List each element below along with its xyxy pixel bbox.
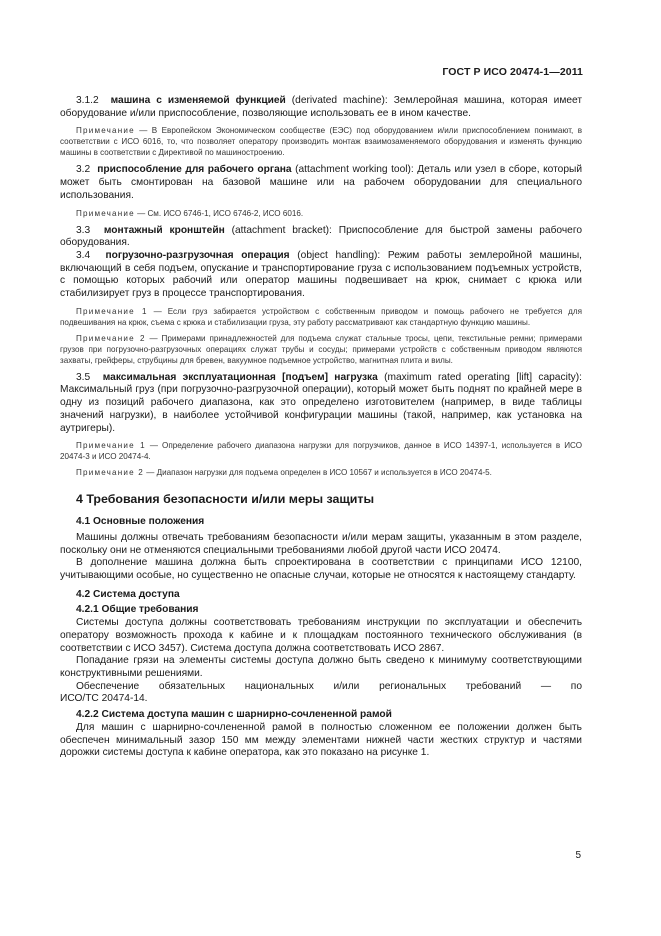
section-4-2-2-title: 4.2.2 Система доступа машин с шарнирно-сочлененной рамой [76, 709, 392, 721]
paragraph: Системы доступа должны соответствовать требованиям инструкции по эксплуатации и обеспечить оператору возможность прохода к кабине и к площадкам постоянного технического обслуживания (в соответствии с ИСО 3457). Система доступа должна соответствовать ИСО 2867. [60, 617, 582, 654]
definition-3-2: 3.2 приспособление для рабочего органа (attachment working tool): Деталь или узел в сборе, который может быть смонтирован на базовой машине или на рабочем оборудовании для специального использования. [60, 164, 583, 201]
section-4-1-title: 4.1 Основные положения [76, 516, 205, 528]
paragraph: Попадание грязи на элементы системы доступа должно быть сведено к минимуму соответствующими конструктивными решениями. [60, 655, 582, 679]
definition-3-3: 3.3 монтажный кронштейн (attachment bracket): Приспособление для быстрой замены рабочего оборудования. [60, 224, 582, 249]
term: машина с изменяемой функцией [110, 95, 286, 106]
definition-3-4: 3.4 погрузочно-разгрузочная операция (object handling): Режим работы землеройной машины, включающий в себя подъем, опускание и транспортирование груза с использованием подъемных устройств, с помощью которых рабочий или оператор машины подвешивает на крюк, снимает с крюка или стабилизирует груз в процессе транспортирования. [60, 249, 582, 300]
note: Примечание — См. ИСО 6746-1, ИСО 6746-2, ИСО 6016. [76, 208, 304, 218]
note-2: Примечание 2 — Диапазон нагрузки для подъема определен в ИСО 10567 и используется в ИСО 20474-5. [76, 468, 492, 478]
paragraph: Машины должны отвечать требованиям безопасности и/или мерам защиты, указанным в этом разделе, поскольку они не отменяются специальными требованиями любой другой части ИСО 20474. [60, 531, 582, 556]
section-4-2-title: 4.2 Система доступа [76, 588, 180, 600]
section-4-2-1-title: 4.2.1 Общие требования [76, 604, 199, 616]
term: максимальная эксплуатационная [подъем] нагрузка [102, 371, 378, 383]
paragraph: ИСО/ТС 20474-14. [60, 693, 148, 705]
paragraph: Обеспечение обязательных национальных и/или региональных требований — по [76, 680, 582, 692]
term: приспособление для рабочего органа [97, 164, 292, 176]
document-header: ГОСТ Р ИСО 20474-1—2011 [442, 66, 583, 78]
definition-3-1-2: 3.1.2 машина с изменяемой функцией (derivated machine): Землеройная машина, которая имеет оборудование и/или приспособление, позволяющие использовать ее в ином качестве. [60, 95, 582, 119]
definition-3-5: 3.5 максимальная эксплуатационная [подъем] нагрузка (maximum rated operating [lift] capacity): Максимальный груз (при погрузочно-разгрузочной операции), который может быть поднят по крайней мере в одну из позиций рабочего диапазона, как это определено изготовителем (например, в виде таблицы значений нагрузки), в наиболее устойчивой конфигурации машины (такой, например, как установка на аутригеры). [60, 371, 582, 434]
page-body [60, 95, 582, 760]
term: монтажный кронштейн [103, 224, 225, 236]
page-number: 5 [575, 850, 581, 861]
paragraph: В дополнение машина должна быть спроектирована в соответствии с принципами ИСО 12100, учитывающими особые, но существенно не опасные случаи, которые не относятся к настоящему стандарту. [60, 557, 582, 582]
section-4-title: 4 Требования безопасности и/или меры защиты [76, 492, 375, 507]
note-2: Примечание 2 — Примерами принадлежностей для подъема служат стальные тросы, цепи, текстильные ремни; примерами грузов при погрузочно-разгрузочных операциях служат трубы и сосуды; примерами устройств с собственным приводом являются захваты, грейферы, струбцины для бревен, вакуумное подъемное устройство, магнитная плита и вилы. [60, 333, 582, 365]
note-1: Примечание 1 — Если груз забирается устройством с собственным приводом и помощь рабочего не требуется для подвешивания на крюк, съема с крюка и стабилизации груза, эту работу рассматривают как стандартную функцию машины. [60, 306, 582, 327]
note-1: Примечание 1 — Определение рабочего диапазона нагрузки для погрузчиков, данное в ИСО 14397-1, используется в ИСО 20474-3 и ИСО 20474-4. [60, 441, 582, 462]
note: Примечание — В Европейском Экономическом сообществе (ЕЭС) под оборудованием и/или приспособлением понимают, в соответствии с ИСО 6016, то, что позволяет оператору производить монтаж взаимозаменяемого оборудования и изменять функцию машины в соответствии с Директивой по машиностроению. [60, 126, 582, 158]
paragraph: Для машин с шарнирно-сочлененной рамой в полностью сложенном ее положении должен быть обеспечен минимальный зазор 150 мм между элементами нижней части жестких структур и частями дорожки системы доступа к кабине оператора, как это показано на рисунке 1. [60, 721, 582, 759]
term: погрузочно-разгрузочная операция [105, 249, 290, 261]
